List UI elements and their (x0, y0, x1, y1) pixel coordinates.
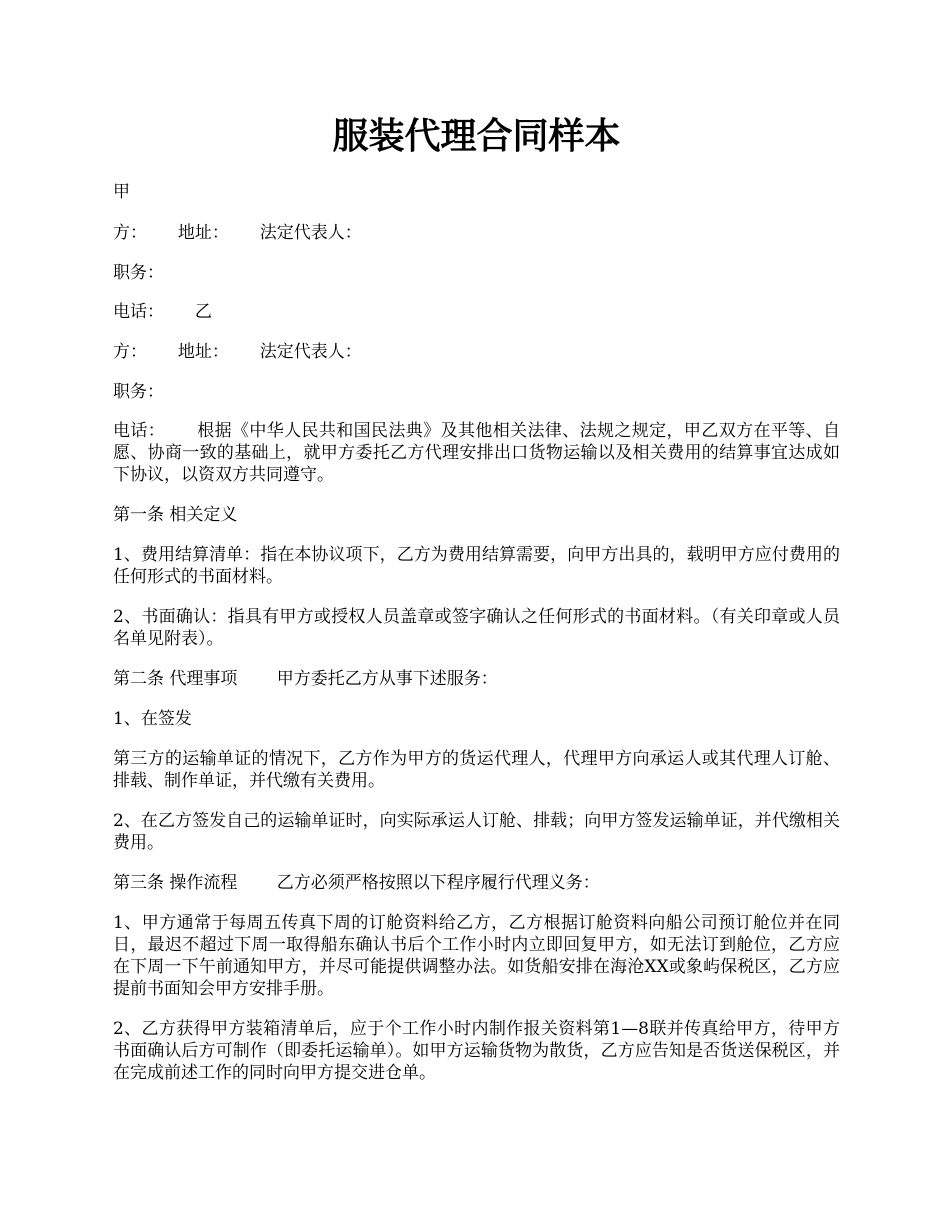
party-a-phone-line: 电话： 乙 (113, 302, 212, 322)
party-b-address-line: 方： 地址： 法定代表人： (113, 342, 362, 362)
article-2-heading: 第二条 代理事项 甲方委托乙方从事下述服务： (113, 669, 498, 689)
party-b-position-line: 职务： (113, 382, 164, 402)
procedure-2-paragraph: 2、乙方获得甲方装箱清单后，应于个工作小时内制作报关资料第1—8联并传真给甲方，待甲方书面确认后方可制作（即委托运输单）。如甲方运输货物为散货，乙方应告知是否货送保税区，并在完成前述工作的同时向甲方提交进仓单。 (113, 1019, 840, 1083)
service-2-paragraph: 2、在乙方签发自己的运输单证时，向实际承运人订舱、排载；向甲方签发运输单证，并代缴相关费用。 (113, 811, 840, 853)
definition-1-paragraph: 1、费用结算清单：指在本协议项下，乙方为费用结算需要，向甲方出具的，载明甲方应付费用的任何形式的书面材料。 (113, 545, 840, 587)
preamble-paragraph: 电话： 根据《中华人民共和国民法典》及其他相关法律、法规之规定，甲乙双方在平等、自愿、协商一致的基础上，就甲方委托乙方代理安排出口货物运输以及相关费用的结算事宜达成如下协议，以资双方共同遵守。 (113, 421, 840, 485)
party-a-position-line: 职务： (113, 263, 164, 283)
party-a-label: 甲 (113, 182, 130, 202)
party-a-address-line: 方： 地址： 法定代表人： (113, 223, 362, 243)
article-3-heading: 第三条 操作流程 乙方必须严格按照以下程序履行代理义务： (113, 873, 600, 893)
third-party-paragraph: 第三方的运输单证的情况下，乙方作为甲方的货运代理人，代理甲方向承运人或其代理人订舱、排载、制作单证，并代缴有关费用。 (113, 749, 840, 791)
definition-2-paragraph: 2、书面确认：指具有甲方或授权人员盖章或签字确认之任何形式的书面材料。（有关印章或人员名单见附表）。 (113, 607, 840, 649)
article-1-heading: 第一条 相关定义 (113, 505, 238, 525)
document-title: 服装代理合同样本 (332, 115, 621, 157)
procedure-1-paragraph: 1、甲方通常于每周五传真下周的订舱资料给乙方，乙方根据订舱资料向船公司预订舱位并在同日，最迟不超过下周一取得船东确认书后个工作小时内立即回复甲方，如无法订到舱位，乙方应在下周一下午前通知甲方，并尽可能提供调整办法。如货船安排在海沧XX或象屿保税区，乙方应提前书面知会甲方安排手册。 (113, 913, 840, 999)
service-1-paragraph: 1、在签发 (113, 709, 192, 729)
